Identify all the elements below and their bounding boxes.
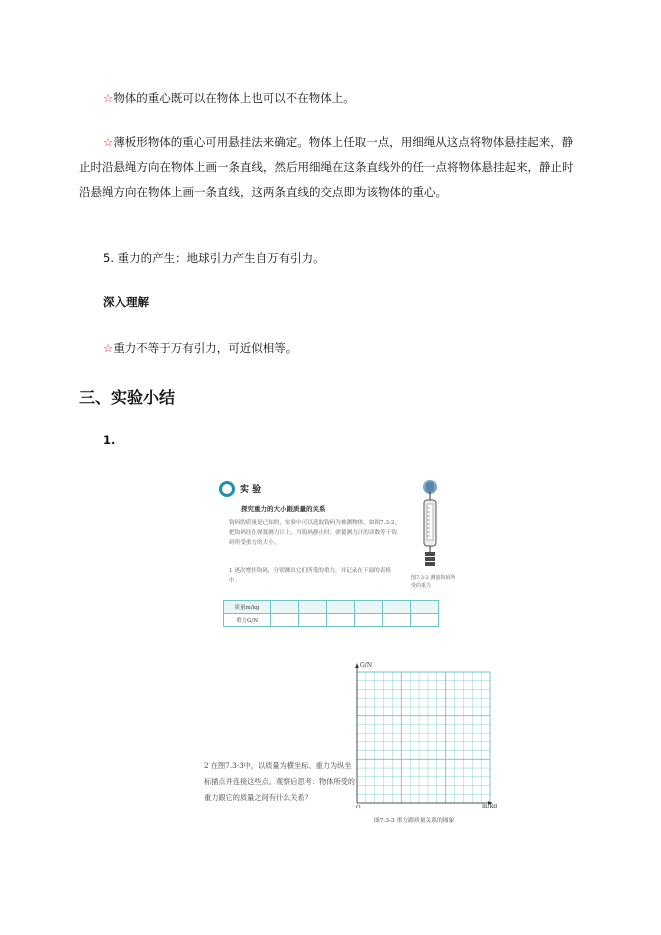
paragraph-text: 5. 重力的产生：地球引力产生自万有引力。 <box>103 251 325 265</box>
paragraph-gravity-vs-universal <box>103 336 579 361</box>
x-axis-label: m/kg <box>482 803 498 808</box>
paragraph-gravity-origin <box>103 246 579 271</box>
star-icon: ☆ <box>103 135 114 149</box>
table-cell <box>299 614 327 627</box>
graph-caption: 图7.3-3 重力跟质量关系的图象 <box>374 818 455 824</box>
experiment-body: 钩码的质量是已知的，实验中可以选取钩码为被测物体。如图7.3-2，把钩码挂在弹簧测力计上，当钩码静止时，弹簧测力计的读数等于钩码所受重力的大小。 <box>229 520 400 546</box>
spring-scale-illustration <box>413 478 447 572</box>
subheading-deep-understanding: 深入理解 <box>103 295 149 309</box>
table-cell <box>383 601 411 614</box>
experiment-step-1: 1 逐次增挂钩码，分别测出它们所受的重力，并记录在下面的表格中。 <box>229 568 391 584</box>
experiment-figure <box>215 478 463 630</box>
paragraph-text: 薄板形物体的重心可用悬挂法来确定。物体上任取一点，用细绳从这点将物体悬挂起来，静止时沿悬绳方向在物体上画一条直线，然后用细绳在这条直线外的任一点将物体悬挂起来，静止时沿悬绳方向在物体上画一条直线，这两条直线的交点即为该物体的重心。 <box>79 135 574 199</box>
y-axis-label: G/N <box>360 662 373 669</box>
paragraph-center-of-gravity <box>103 86 579 111</box>
star-icon: ☆ <box>103 341 114 355</box>
y-axis-arrow-icon <box>355 663 359 668</box>
table-cell <box>411 601 439 614</box>
experiment-badge-label: 实 验 <box>240 485 262 495</box>
table-row <box>224 614 439 627</box>
origin-label: O <box>356 805 361 808</box>
experiment-data-table <box>223 600 439 627</box>
table-cell <box>327 601 355 614</box>
table-cell <box>411 614 439 627</box>
section-heading: 三、实验小结 <box>79 388 176 407</box>
table-cell <box>355 614 383 627</box>
empty-graph-grid <box>340 660 505 808</box>
star-icon: ☆ <box>103 91 114 105</box>
table-cell <box>271 601 299 614</box>
spring-scale-caption: 图7.3-2 测量钩码所受的重力 <box>411 575 456 589</box>
paragraph-suspension-method <box>79 130 579 205</box>
table-cell <box>299 601 327 614</box>
table-row <box>224 601 439 614</box>
table-cell <box>271 614 299 627</box>
paragraph-text: 物体的重心既可以在物体上也可以不在物体上。 <box>113 91 355 105</box>
grid-lines <box>357 672 490 803</box>
experiment-badge-icon <box>219 481 235 497</box>
graph-instruction-text: 2 在图7.3-3中，以质量为横坐标、重力为纵坐标描点并连接这些点。观察后思考：物体所受的重力跟它的质量之间有什么关系？ <box>204 761 355 802</box>
item-number: 1. <box>103 433 116 447</box>
table-header-mass: 质量m/kg <box>224 601 271 614</box>
paragraph-text: 重力不等于万有引力，可近似相等。 <box>113 341 298 355</box>
table-cell <box>383 614 411 627</box>
experiment-title: 探究重力的大小跟质量的关系 <box>241 505 326 513</box>
table-cell <box>355 601 383 614</box>
table-cell <box>327 614 355 627</box>
table-header-weight: 重力G/N <box>224 614 271 627</box>
